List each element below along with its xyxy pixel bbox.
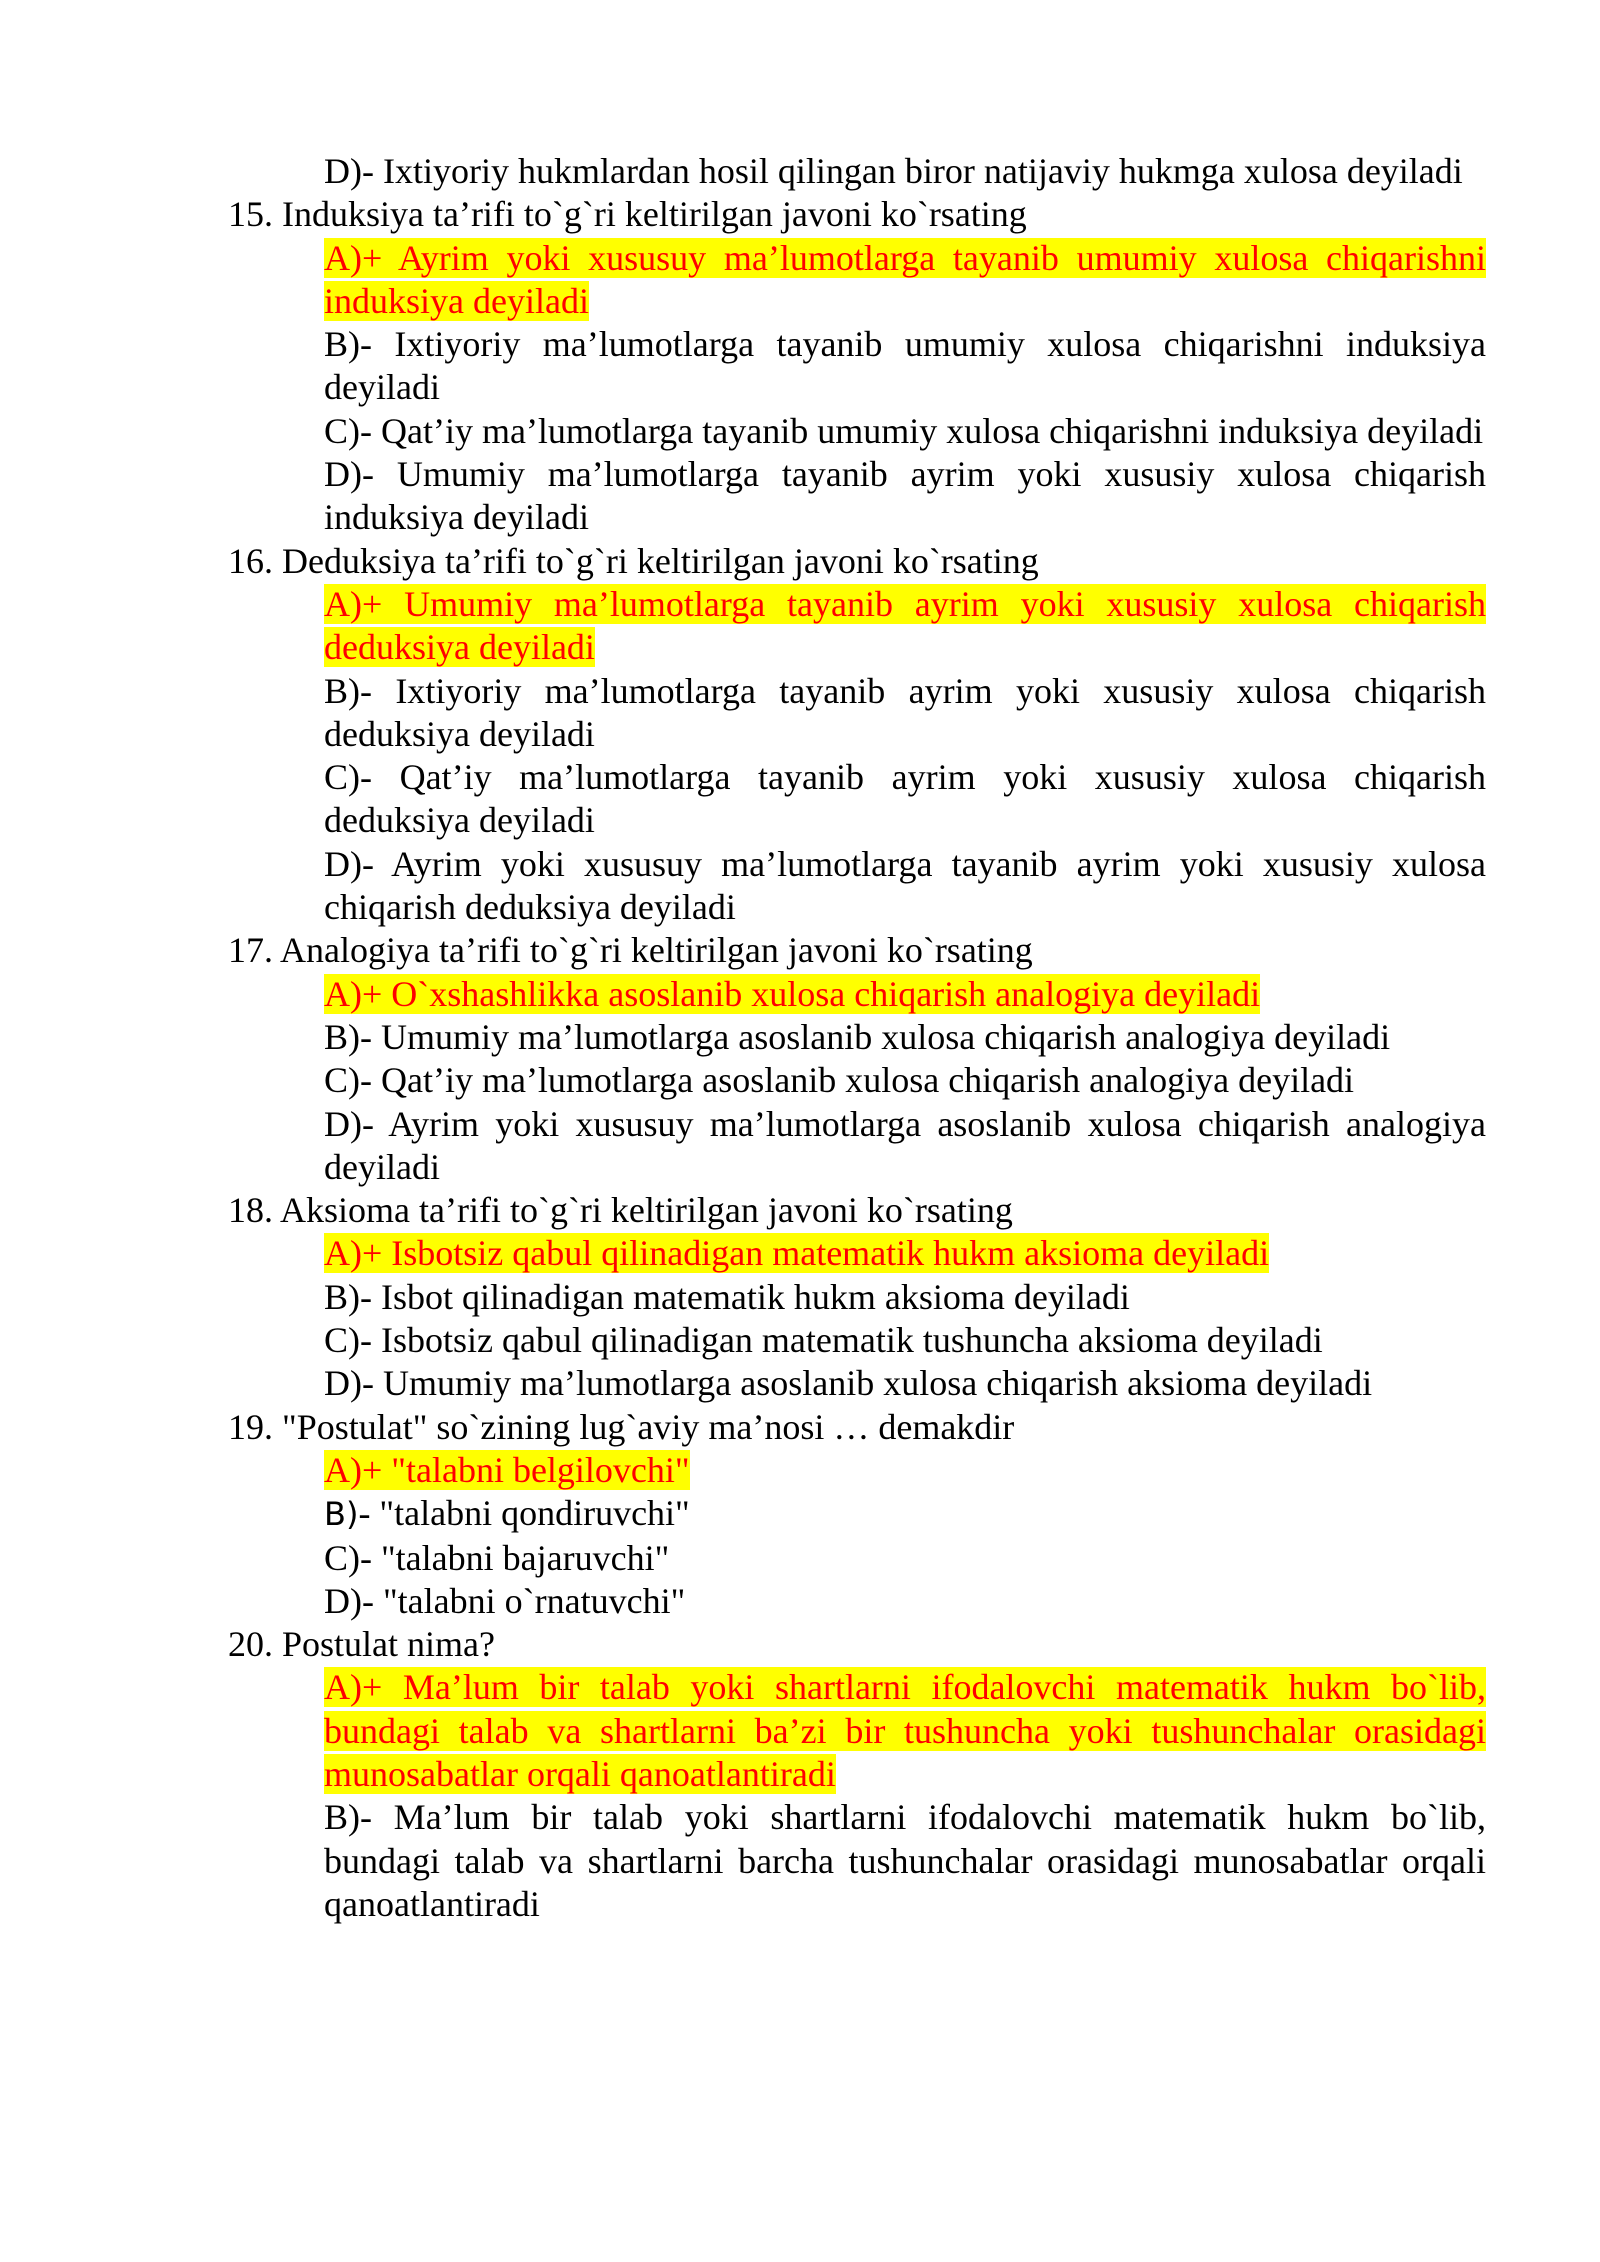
option-correct xyxy=(324,237,1486,324)
question-title: 20. Postulat nima? xyxy=(228,1624,495,1665)
question-20 xyxy=(228,1623,1486,1926)
option-text: - "talabni qondiruvchi" xyxy=(358,1493,690,1534)
option: B)- Isbot qilinadigan matematik hukm aksioma deyiladi xyxy=(324,1276,1130,1317)
option-correct xyxy=(324,1666,1486,1796)
option-text: A)+ Ma’lum bir talab yoki shartlarni ifodalovchi matematik hukm bo`lib, bundagi talab va shartlarni ba’zi bir tushuncha yoki tushunchalar orasidagi munosabatlar orqali qanoatlantiradi xyxy=(324,1667,1486,1794)
option-text: A)+ Ayrim yoki xususuy ma’lumotlarga tayanib umumiy xulosa chiqarishni induksiya deyiladi xyxy=(324,237,1486,321)
option: C)- Isbotsiz qabul qilinadigan matematik tushuncha aksioma deyiladi xyxy=(324,1320,1323,1361)
option-correct xyxy=(324,583,1486,670)
option: D)- Ayrim yoki xususuy ma’lumotlarga asoslanib xulosa chiqarish analogiya deyiladi xyxy=(324,1103,1486,1187)
question-title: 16. Deduksiya ta’rifi to`g`ri keltirilgan javoni ko`rsating xyxy=(228,540,1039,581)
question-title: 15. Induksiya ta’rifi to`g`ri keltirilgan javoni ko`rsating xyxy=(228,194,1027,235)
option: B)- Ixtiyoriy ma’lumotlarga tayanib ayrim yoki xususiy xulosa chiqarish deduksiya deyiladi xyxy=(324,670,1486,754)
question-list xyxy=(228,150,1486,1926)
question-17 xyxy=(228,929,1486,1189)
question-15 xyxy=(228,193,1486,539)
option: C)- "talabni bajaruvchi" xyxy=(324,1537,670,1578)
option: C)- Qat’iy ma’lumotlarga asoslanib xulosa chiqarish analogiya deyiladi xyxy=(324,1060,1355,1101)
option: D)- Umumiy ma’lumotlarga asoslanib xulosa chiqarish aksioma deyiladi xyxy=(324,1363,1373,1404)
option-correct xyxy=(324,1449,1486,1492)
option: D)- Umumiy ma’lumotlarga tayanib ayrim yoki xususiy xulosa chiqarish induksiya deyiladi xyxy=(324,454,1486,538)
option-text: A)+ O`xshashlikka asoslanib xulosa chiqarish analogiya deyiladi xyxy=(324,973,1261,1014)
option-correct xyxy=(324,973,1486,1016)
option xyxy=(324,1492,1486,1536)
option: B)- Ma’lum bir talab yoki shartlarni ifodalovchi matematik hukm bo`lib, bundagi talab va shartlarni barcha tushunchalar orasidagi munosabatlar orqali qanoatlantiradi xyxy=(324,1797,1486,1924)
lead-option: D)- Ixtiyoriy hukmlardan hosil qilingan biror natijaviy hukmga xulosa deyiladi xyxy=(324,151,1463,191)
option-correct xyxy=(324,1232,1486,1275)
question-16 xyxy=(228,540,1486,930)
question-title: 17. Analogiya ta’rifi to`g`ri keltirilgan javoni ko`rsating xyxy=(228,930,1033,971)
option-text: A)+ Isbotsiz qabul qilinadigan matematik hukm aksioma deyiladi xyxy=(324,1233,1270,1274)
option: B)- Umumiy ma’lumotlarga asoslanib xulosa chiqarish analogiya deyiladi xyxy=(324,1016,1391,1057)
option: C)- Qat’iy ma’lumotlarga tayanib umumiy xulosa chiqarishni induksiya deyiladi xyxy=(324,410,1484,451)
question-19 xyxy=(228,1406,1486,1623)
option: C)- Qat’iy ma’lumotlarga tayanib ayrim yoki xususiy xulosa chiqarish deduksiya deyiladi xyxy=(324,757,1486,841)
option-prefix: B) xyxy=(324,1495,359,1534)
option: D)- "talabni o`rnatuvchi" xyxy=(324,1580,686,1621)
option-text: A)+ Umumiy ma’lumotlarga tayanib ayrim yoki xususiy xulosa chiqarish deduksiya deyiladi xyxy=(324,583,1486,668)
question-title: 19. "Postulat" so`zining lug`aviy ma’nosi … demakdir xyxy=(228,1406,1015,1447)
question-title: 18. Aksioma ta’rifi to`g`ri keltirilgan javoni ko`rsating xyxy=(228,1190,1013,1231)
option: B)- Ixtiyoriy ma’lumotlarga tayanib umumiy xulosa chiqarishni induksiya deyiladi xyxy=(324,324,1486,408)
option-text: A)+ "talabni belgilovchi" xyxy=(324,1449,690,1490)
question-18 xyxy=(228,1189,1486,1405)
option: D)- Ayrim yoki xususuy ma’lumotlarga tayanib ayrim yoki xususiy xulosa chiqarish deduksiya deyiladi xyxy=(324,843,1486,928)
